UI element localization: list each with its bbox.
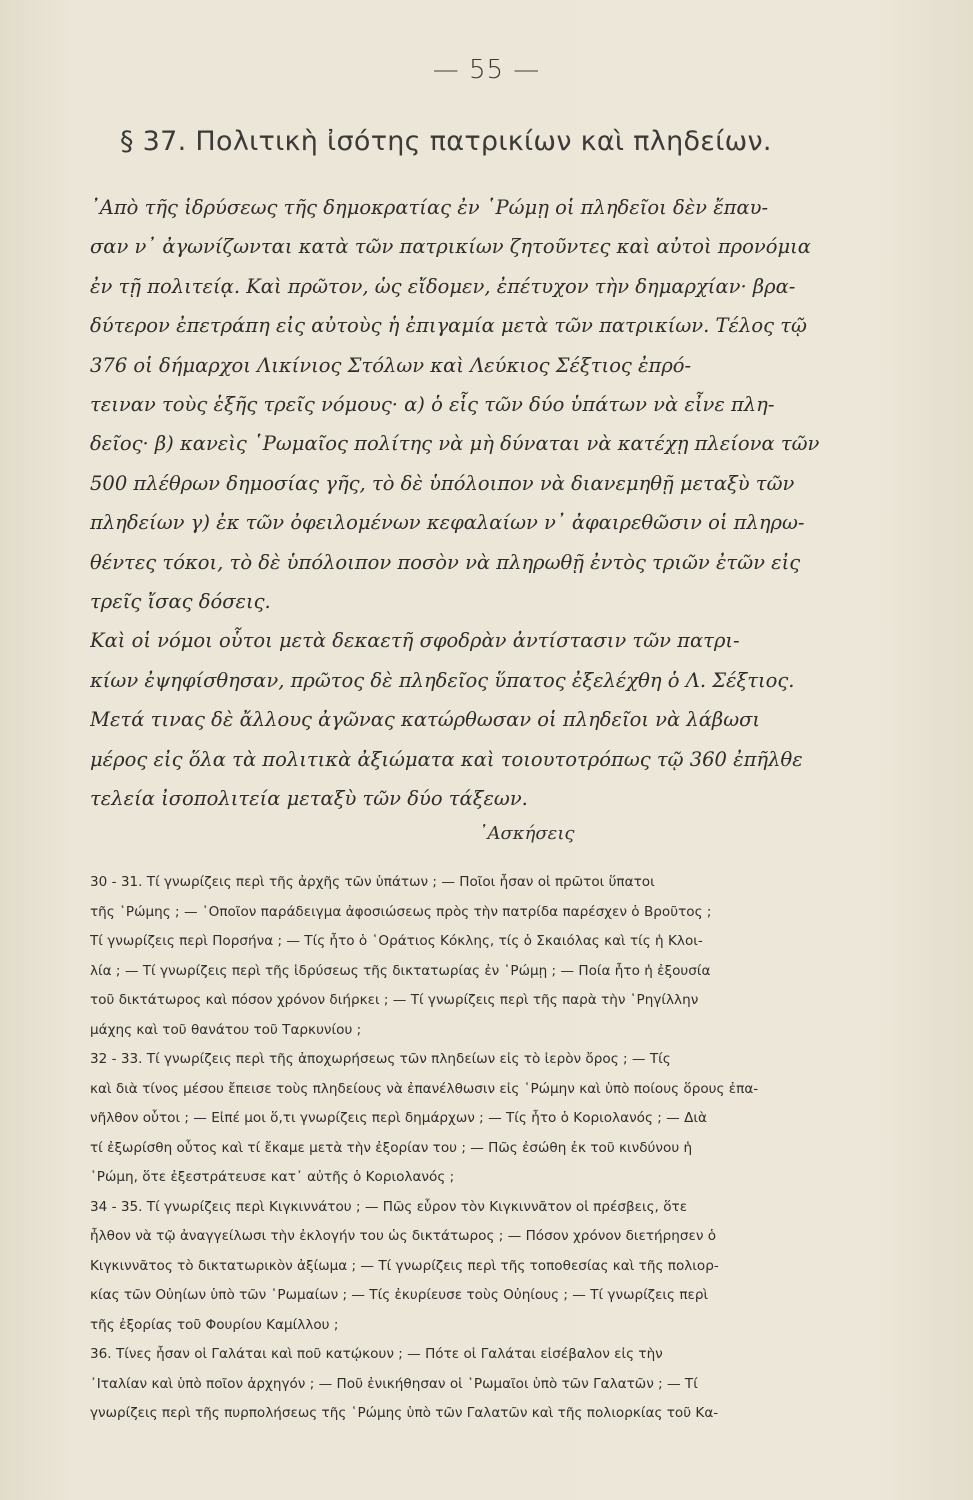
exercises-list bbox=[90, 868, 880, 1429]
exercise-line: 30 - 31. Τί γνωρίζεις περὶ τῆς ἀρχῆς τῶν ὑπάτων ; — Ποῖοι ἦσαν οἱ πρῶτοι ὕπατοι bbox=[90, 874, 655, 890]
exercise-line: Τί γνωρίζεις περὶ Πορσήνα ; — Τίς ἦτο ὁ ῾Οράτιος Κόκλης, τίς ὁ Σκαιόλας καὶ τίς ἡ Κλοι- bbox=[90, 933, 703, 949]
text-line: δεῖος· β) κανεὶς ῾Ρωμαῖος πολίτης νὰ μὴ δύναται νὰ κατέχῃ πλείονα τῶν bbox=[90, 432, 820, 456]
text-line: Μετά τινας δὲ ἄλλους ἀγῶνας κατώρθωσαν οἱ πληδεῖοι νὰ λάβωσι bbox=[90, 708, 761, 732]
text-line: 500 πλέθρων δημοσίας γῆς, τὸ δὲ ὑπόλοιπον νὰ διανεμηθῇ μεταξὺ τῶν bbox=[90, 471, 795, 495]
exercise-line: Κιγκιννᾶτος τὸ δικτατωρικὸν ἀξίωμα ; — Τί γνωρίζεις περὶ τῆς τοποθεσίας καὶ τῆς πολιορ- bbox=[90, 1257, 719, 1274]
paragraph-2 bbox=[90, 621, 880, 818]
text-line: θέντες τόκοι, τὸ δὲ ὑπόλοιπον ποσὸν νὰ πληρωθῇ ἐντὸς τριῶν ἐτῶν εἰς bbox=[90, 550, 801, 574]
exercise-line: ἦλθον νὰ τῷ ἀναγγείλωσι τὴν ἐκλογήν του ὡς δικτάτωρος ; — Πόσον χρόνον διετήρησεν ὁ bbox=[90, 1228, 717, 1244]
text-line: τρεῖς ἴσας δόσεις. bbox=[90, 590, 271, 614]
exercise-line: τῆς ἐξορίας τοῦ Φουρίου Καμίλλου ; bbox=[90, 1316, 339, 1333]
text-line: δύτερον ἐπετράπη εἰς αὐτοὺς ἡ ἐπιγαμία μετὰ τῶν πατρικίων. Τέλος τῷ bbox=[90, 314, 807, 338]
text-line: πληδείων γ) ἐκ τῶν ὀφειλομένων κεφαλαίων ν᾿ ἀφαιρεθῶσιν οἱ πληρω- bbox=[90, 511, 805, 535]
text-line: σαν ν᾿ ἀγωνίζωνται κατὰ τῶν πατρικίων ζητοῦντες καὶ αὐτοὶ προνόμια bbox=[90, 235, 811, 259]
exercise-line: ᾿Ιταλίαν καὶ ὑπὸ ποῖον ἀρχηγόν ; — Ποῦ ἐνικήθησαν οἱ ῾Ρωμαῖοι ὑπὸ τῶν Γαλατῶν ; — Τί bbox=[90, 1375, 698, 1392]
exercise-line: 34 - 35. Τί γνωρίζεις περὶ Κιγκιννάτου ; — Πῶς εὗρον τὸν Κιγκιννᾶτον οἱ πρέσβεις, ὅτε bbox=[90, 1198, 688, 1215]
text-line: Καὶ οἱ νόμοι οὗτοι μετὰ δεκαετῆ σφοδρὰν ἀντίστασιν τῶν πατρι- bbox=[90, 629, 740, 653]
page-number: — 55 — bbox=[432, 55, 541, 85]
text-line: τειναν τοὺς ἑξῆς τρεῖς νόμους· α) ὁ εἷς τῶν δύο ὑπάτων νὰ εἶνε πλη- bbox=[90, 393, 775, 417]
exercise-line: 36. Τίνες ἦσαν οἱ Γαλάται καὶ ποῦ κατῴκουν ; — Πότε οἱ Γαλάται εἰσέβαλον εἰς τὴν bbox=[90, 1346, 663, 1362]
exercise-line: λία ; — Τί γνωρίζεις περὶ τῆς ἱδρύσεως τῆς δικτατωρίας ἐν ῾Ρώμῃ ; — Ποία ἦτο ἡ ἐξουσία bbox=[90, 962, 711, 979]
exercise-line: τί ἐξωρίσθη οὗτος καὶ τί ἔκαμε μετὰ τὴν ἐξορίαν του ; — Πῶς ἐσώθη ἐκ τοῦ κινδύνου ἡ bbox=[90, 1139, 693, 1156]
exercise-line: τοῦ δικτάτωρος καὶ πόσον χρόνον διήρκει ; — Τί γνωρίζεις περὶ τῆς παρὰ τὴν ῾Ρηγίλλην bbox=[90, 992, 699, 1008]
section-title: § 37. Πολιτικὴ ἰσότης πατρικίων καὶ πληδείων. bbox=[120, 126, 772, 157]
text-line: ᾿Απὸ τῆς ἱδρύσεως τῆς δημοκρατίας ἐν ῾Ρώμῃ οἱ πληδεῖοι δὲν ἔπαυ- bbox=[90, 196, 769, 219]
text-line: κίων ἐψηφίσθησαν, πρῶτος δὲ πληδεῖος ὕπατος ἐξελέχθη ὁ Λ. Σέξτιος. bbox=[90, 668, 795, 692]
exercise-line: 32 - 33. Τί γνωρίζεις περὶ τῆς ἀποχωρήσεως τῶν πληδείων εἰς τὸ ἱερὸν ὄρος ; — Τίς bbox=[90, 1051, 671, 1067]
exercise-line: ῾Ρώμη, ὅτε ἐξεστράτευσε κατ᾿ αὐτῆς ὁ Κοριολανός ; bbox=[90, 1169, 455, 1185]
paragraph-1 bbox=[90, 188, 880, 621]
exercise-line: καὶ διὰ τίνος μέσου ἔπεισε τοὺς πληδείους νὰ ἐπανέλθωσιν εἰς ῾Ρώμην καὶ ὑπὸ ποίους ὅρους ἐπα- bbox=[90, 1080, 759, 1097]
exercise-line: γνωρίζεις περὶ τῆς πυρπολήσεως τῆς ῾Ρώμης ὑπὸ τῶν Γαλατῶν καὶ τῆς πολιορκίας τοῦ Κα- bbox=[90, 1405, 719, 1421]
text-line: 376 οἱ δήμαρχοι Λικίνιος Στόλων καὶ Λεύκιος Σέξτιος ἐπρό- bbox=[90, 353, 692, 377]
text-line: τελεία ἰσοπολιτεία μεταξὺ τῶν δύο τάξεων. bbox=[90, 787, 528, 811]
exercise-line: κίας τῶν Οὐηίων ὑπὸ τῶν ῾Ρωμαίων ; — Τίς ἐκυρίευσε τοὺς Οὐηίους ; — Τί γνωρίζεις περὶ bbox=[90, 1287, 709, 1303]
text-line: ἐν τῇ πολιτείᾳ. Καὶ πρῶτον, ὡς εἴδομεν, ἐπέτυχον τὴν δημαρχίαν· βρα- bbox=[90, 274, 796, 298]
text-line: μέρος εἰς ὅλα τὰ πολιτικὰ ἀξιώματα καὶ τοιουτοτρόπως τῷ 360 ἐπῆλθε bbox=[90, 747, 803, 771]
exercise-line: μάχης καὶ τοῦ θανάτου τοῦ Ταρκυνίου ; bbox=[90, 1021, 362, 1038]
exercise-line: τῆς ῾Ρώμης ; — ῾Οποῖον παράδειγμα ἀφοσιώσεως πρὸς τὴν πατρίδα παρέσχεν ὁ Βροῦτος ; bbox=[90, 903, 712, 920]
exercise-line: νῆλθον οὗτοι ; — Εἰπέ μοι ὅ,τι γνωρίζεις περὶ δημάρχων ; — Τίς ἦτο ὁ Κοριολανός ; — Διὰ bbox=[90, 1110, 707, 1126]
section-body bbox=[90, 188, 880, 819]
exercises-heading: ᾿Ασκήσεις bbox=[478, 823, 575, 844]
